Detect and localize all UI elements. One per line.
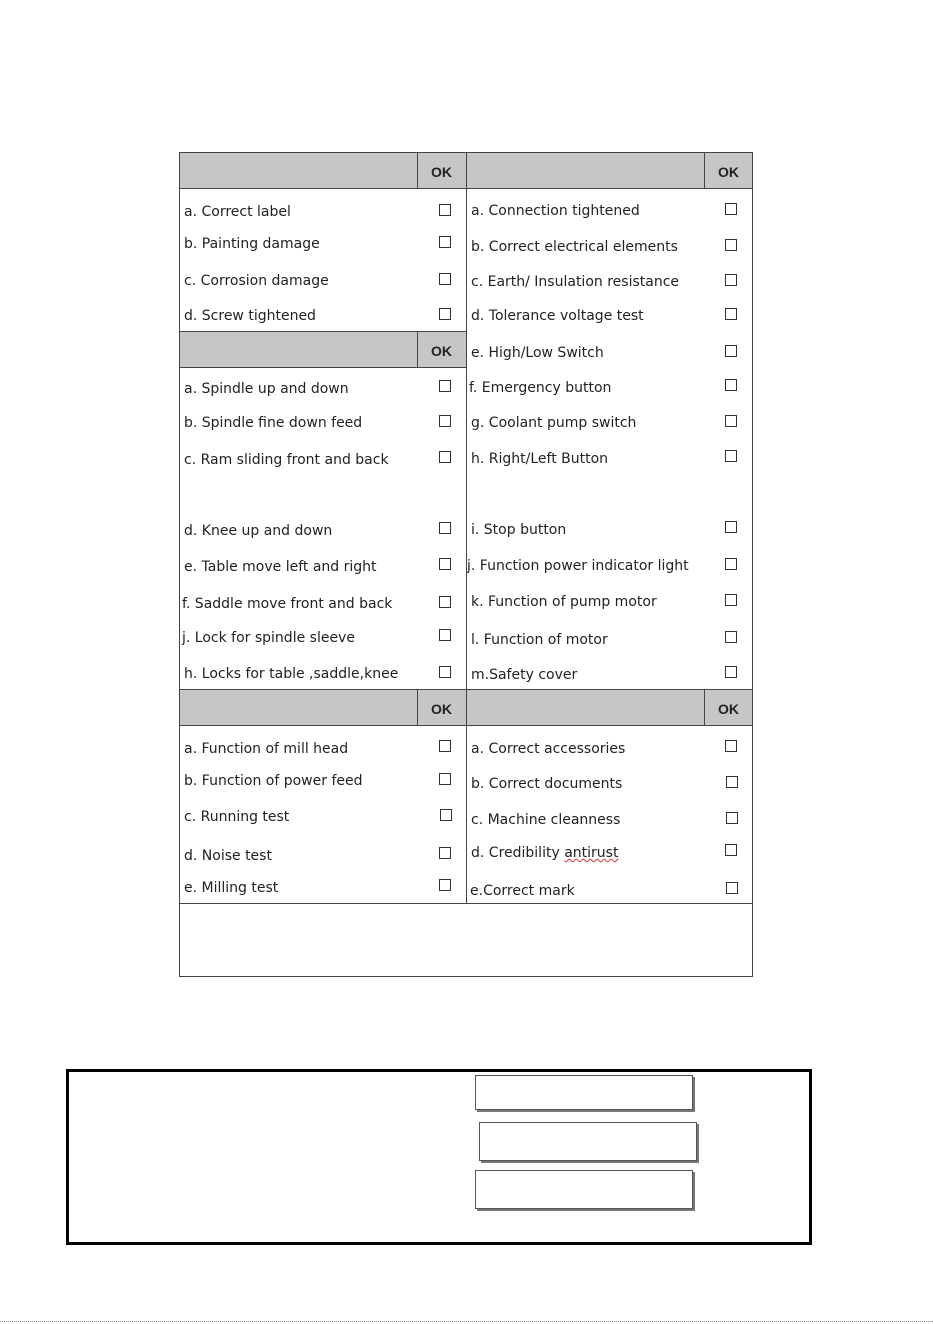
check-item: f. Saddle move front and back [182,596,393,612]
check-item: a. Connection tightened [471,203,640,219]
checkbox[interactable] [725,740,737,752]
checkbox[interactable] [725,415,737,427]
ok-label-left-mid: OK [431,343,452,359]
check-item: a. Correct accessories [471,741,626,757]
header-right-top [467,153,752,188]
table-border-bottom [179,976,753,977]
table-divider-center [466,152,467,904]
checkbox[interactable] [439,666,451,678]
check-item: e. High/Low Switch [471,345,604,361]
check-item: d. Tolerance voltage test [471,308,644,324]
ok-label-right-bottom: OK [718,701,739,717]
ok-label-left-bottom: OK [431,701,452,717]
check-item: l. Function of motor [471,632,608,648]
check-item: d. Credibility antirust [471,845,619,861]
check-item: c. Ram sliding front and back [184,452,389,468]
checkbox[interactable] [439,558,451,570]
check-item: b. Correct documents [471,776,623,792]
check-item: e.Correct mark [470,883,575,899]
checkbox[interactable] [725,666,737,678]
check-item: g. Coolant pump switch [471,415,637,431]
checkbox[interactable] [725,308,737,320]
header-right-bottom [467,690,752,725]
header-left-bottom [180,690,466,725]
check-item: d. Knee up and down [184,523,333,539]
check-item: i. Stop button [471,522,567,538]
check-item: b. Correct electrical elements [471,239,678,255]
checkbox[interactable] [725,558,737,570]
check-item: h. Locks for table ,saddle,knee [184,666,399,682]
check-item: h. Right/Left Button [471,451,609,467]
check-item: j. Lock for spindle sleeve [182,630,355,646]
checkbox[interactable] [725,521,737,533]
page-bottom-line [0,1321,933,1322]
checkbox[interactable] [726,882,738,894]
checkbox[interactable] [439,380,451,392]
blank-field-2[interactable] [479,1122,697,1161]
check-item: c. Earth/ Insulation resistance [471,274,680,290]
checkbox[interactable] [439,236,451,248]
check-item: a. Correct label [184,204,291,220]
checkbox[interactable] [725,450,737,462]
check-item: a. Function of mill head [184,741,349,757]
check-item: d. Screw tightened [184,308,316,324]
check-item: c. Corrosion damage [184,273,329,289]
checkbox[interactable] [725,203,737,215]
header-left-mid [180,332,466,367]
checkbox[interactable] [725,274,737,286]
checkbox[interactable] [726,812,738,824]
check-item: d. Noise test [184,848,272,864]
check-item: e. Milling test [184,880,279,896]
checkbox[interactable] [725,239,737,251]
signature-box [66,1069,812,1245]
notes-area[interactable] [180,904,752,976]
check-item: a. Spindle up and down [184,381,349,397]
check-item: m.Safety cover [471,667,578,683]
checkbox[interactable] [439,451,451,463]
checkbox[interactable] [725,345,737,357]
checkbox[interactable] [439,415,451,427]
checkbox[interactable] [439,522,451,534]
checkbox[interactable] [725,379,737,391]
check-item: b. Painting damage [184,236,320,252]
checkbox[interactable] [439,879,451,891]
checkbox[interactable] [439,847,451,859]
checkbox[interactable] [440,809,452,821]
checkbox[interactable] [439,629,451,641]
ok-label-right-top: OK [718,164,739,180]
check-item: j. Function power indicator light [467,558,689,574]
check-item: c. Machine cleanness [471,812,621,828]
checkbox[interactable] [725,844,737,856]
checkbox[interactable] [439,596,451,608]
checkbox[interactable] [439,308,451,320]
check-item: b. Function of power feed [184,773,363,789]
checkbox[interactable] [439,740,451,752]
checkbox[interactable] [725,594,737,606]
blank-field-1[interactable] [475,1075,693,1110]
table-border-left [179,152,180,977]
blank-field-3[interactable] [475,1170,693,1209]
ok-label-left-top: OK [431,164,452,180]
checkbox[interactable] [439,273,451,285]
check-item: f. Emergency button [469,380,612,396]
check-item: c. Running test [184,809,290,825]
check-item: k. Function of pump motor [471,594,657,610]
table-border-right [752,152,753,977]
header-left-top [180,153,466,188]
checkbox[interactable] [439,773,451,785]
checkbox[interactable] [725,631,737,643]
check-item: e. Table move left and right [184,559,377,575]
checkbox[interactable] [726,776,738,788]
checkbox[interactable] [439,204,451,216]
check-item: b. Spindle fine down feed [184,415,363,431]
